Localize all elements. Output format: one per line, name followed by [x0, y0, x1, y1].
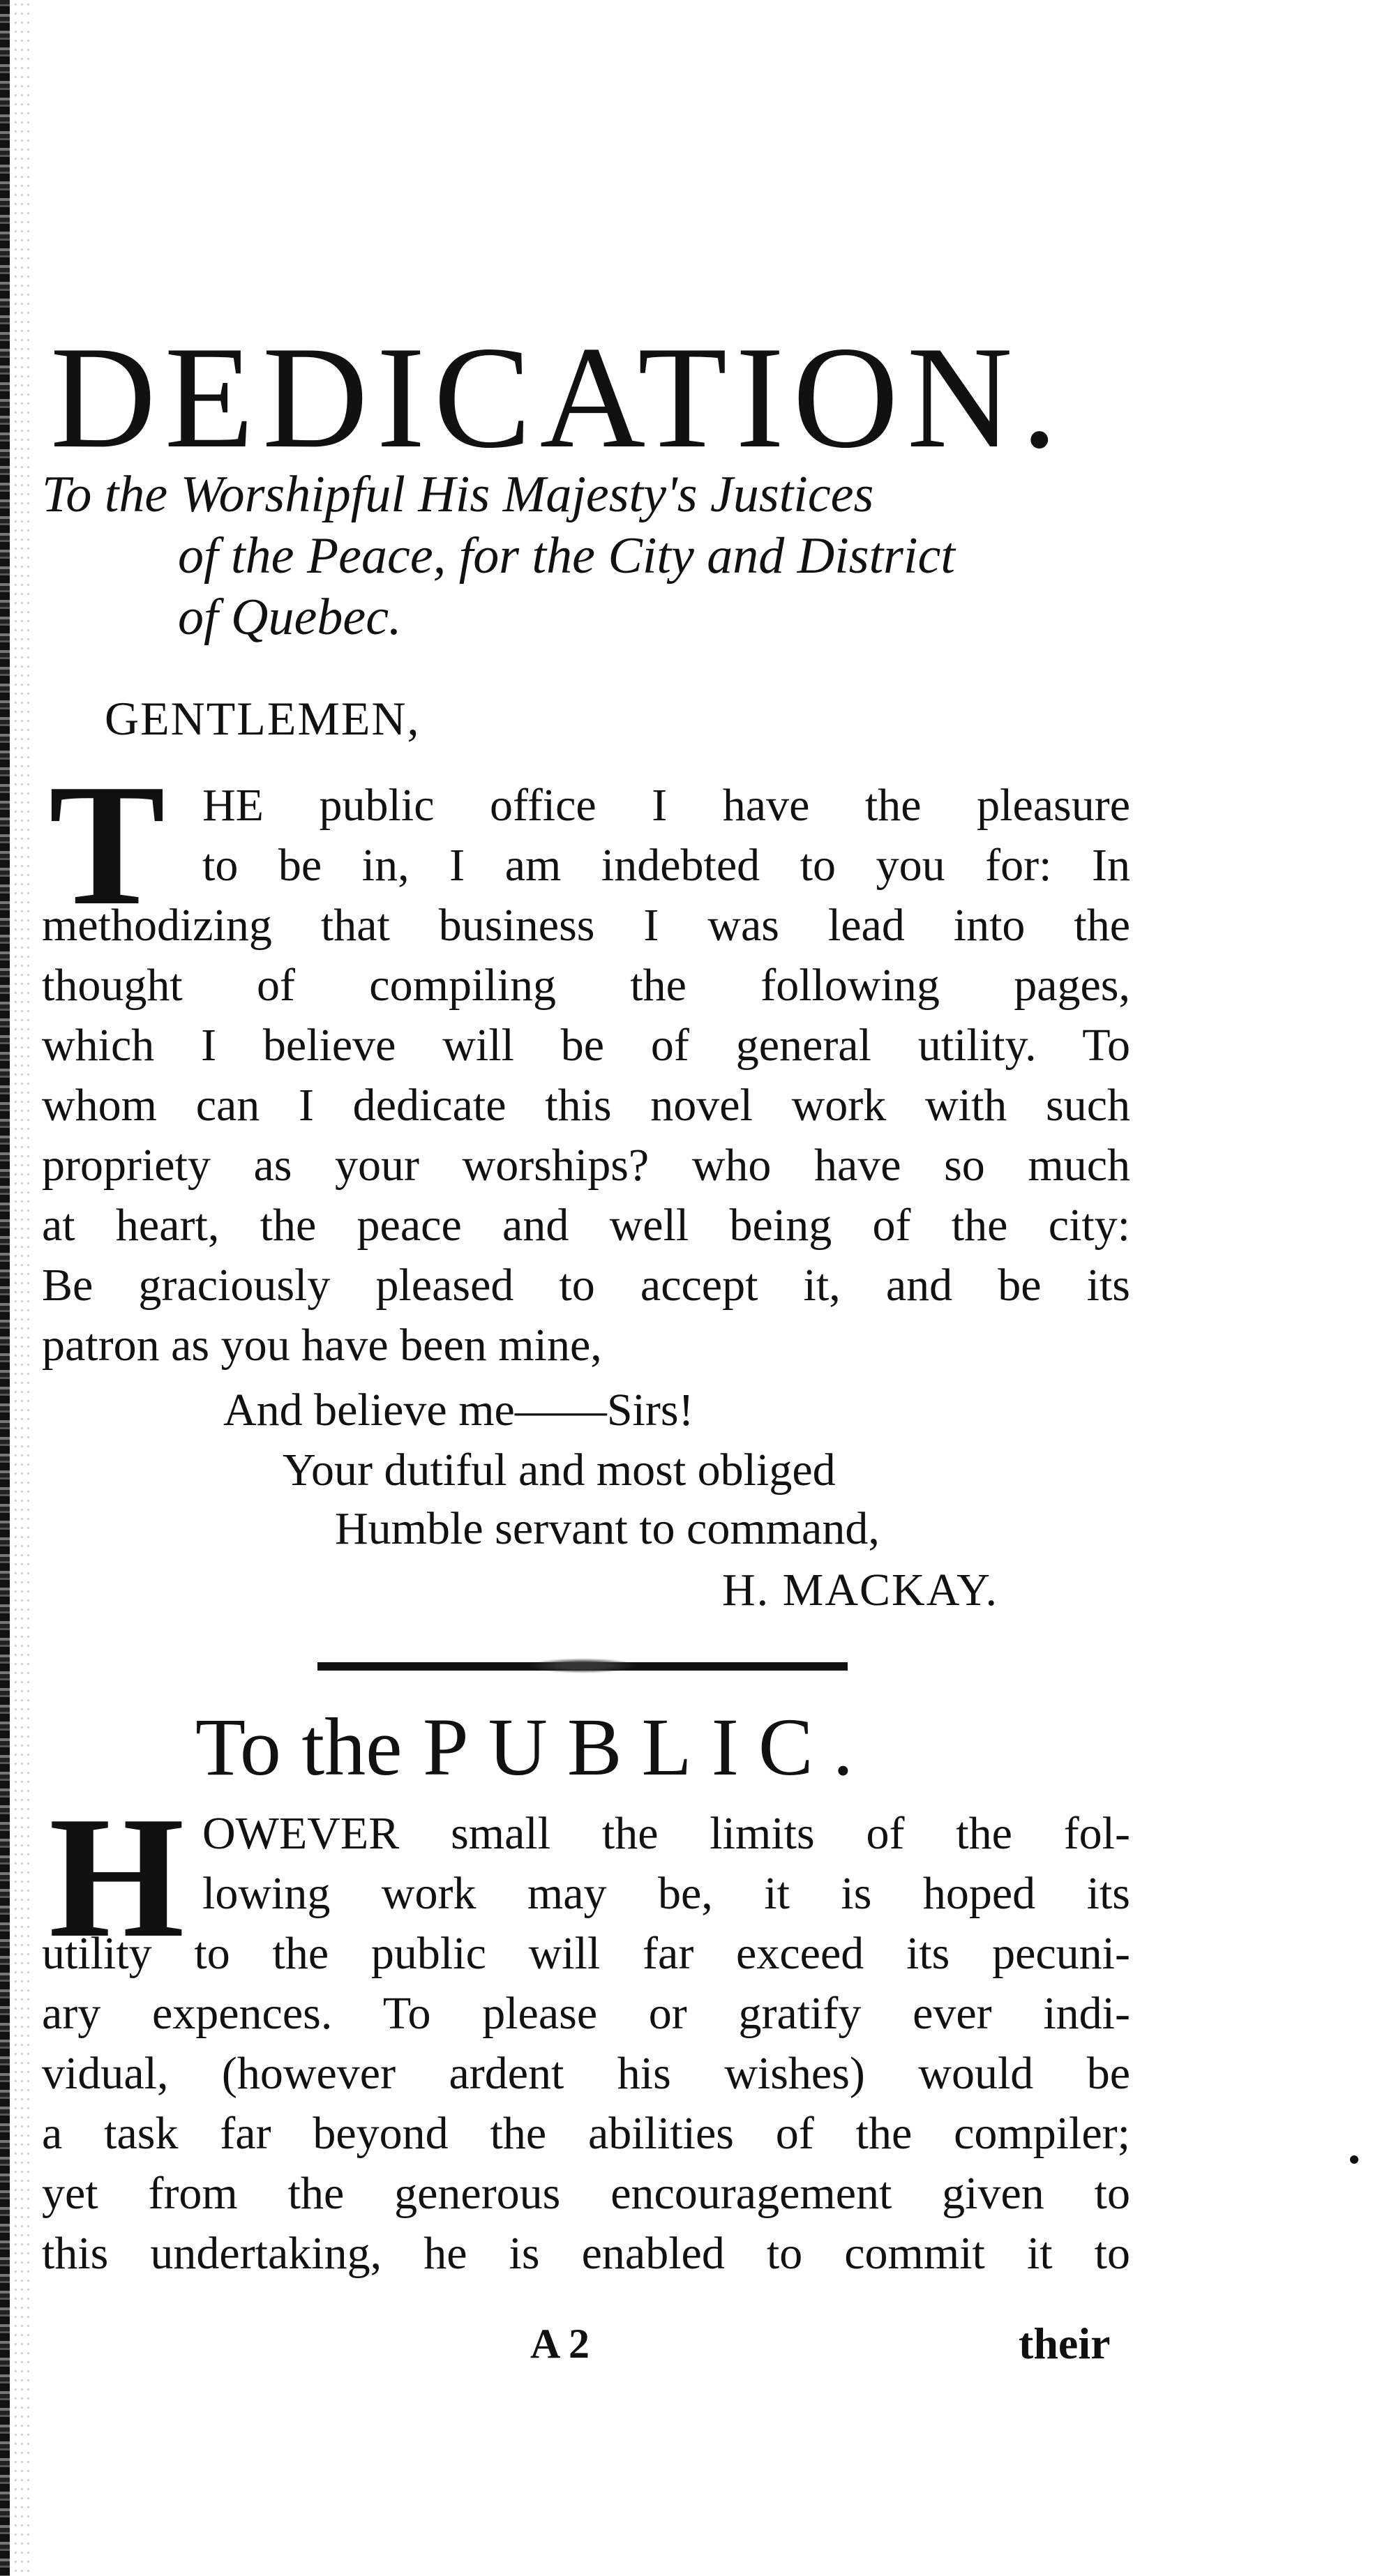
address-line-2: of the Peace, for the City and District	[178, 527, 955, 585]
text-line: ary expences. To please or gratify ever indi-	[42, 1988, 1130, 2039]
page-title: DEDICATION.	[50, 317, 1066, 479]
text-line: at heart, the peace and well being of the city:	[42, 1200, 1130, 1251]
text-line: methodizing that business I was lead into the	[42, 900, 1130, 951]
text-line: a task far beyond the abilities of the compiler;	[42, 2108, 1130, 2159]
text-line: this undertaking, he is enabled to commit it to	[42, 2228, 1130, 2279]
closing-line-3: Humble servant to command,	[335, 1503, 880, 1554]
public-body	[42, 1781, 1130, 2284]
text-line: OWEVER small the limits of the fol-	[202, 1808, 1130, 1859]
dedication-address	[42, 464, 1130, 648]
catchword: their	[1019, 2319, 1111, 2368]
address-line-1: To the Worshipful His Majesty's Justices	[42, 466, 874, 523]
text-line: patron as you have been mine,	[42, 1320, 602, 1371]
text-line: lowing work may be, it is hoped its	[202, 1868, 1130, 1919]
drop-cap-h: H	[49, 1781, 185, 1974]
text-line: which I believe will be of general utility. To	[42, 1020, 1130, 1071]
dedication-body	[42, 748, 1130, 1376]
section-heading-emphasis: PUBLIC.	[423, 1701, 873, 1793]
text-line: vidual, (however ardent his wishes) would be	[42, 2048, 1130, 2099]
drop-cap-t: T	[49, 748, 165, 942]
text-line: to be in, I am indebted to you for: In	[202, 840, 1130, 891]
salutation: GENTLEMEN,	[105, 692, 421, 745]
text-line: HE public office I have the pleasure	[202, 780, 1130, 831]
text-line: thought of compiling the following pages,	[42, 960, 1130, 1011]
text-line: utility to the public will far exceed its pecuni-	[42, 1928, 1130, 1979]
closing-line-2: Your dutiful and most obliged	[283, 1445, 836, 1496]
signature: H. MACKAY.	[722, 1565, 998, 1615]
text-line: yet from the generous encouragement given to	[42, 2168, 1130, 2219]
section-heading	[195, 1701, 873, 1793]
address-line-3: of Quebec.	[178, 589, 402, 646]
section-heading-prefix: To the	[195, 1701, 423, 1793]
scan-edge	[0, 0, 10, 2576]
ink-speck	[1350, 2155, 1358, 2164]
signature-mark: A 2	[530, 2321, 590, 2367]
text-line: whom can I dedicate this novel work with such	[42, 1080, 1130, 1131]
section-divider	[317, 1662, 848, 1671]
text-line: propriety as your worships? who have so much	[42, 1140, 1130, 1191]
scan-noise	[13, 0, 33, 2576]
closing-line-1: And believe me——Sirs!	[223, 1385, 694, 1436]
text-line: Be graciously pleased to accept it, and be its	[42, 1260, 1130, 1311]
